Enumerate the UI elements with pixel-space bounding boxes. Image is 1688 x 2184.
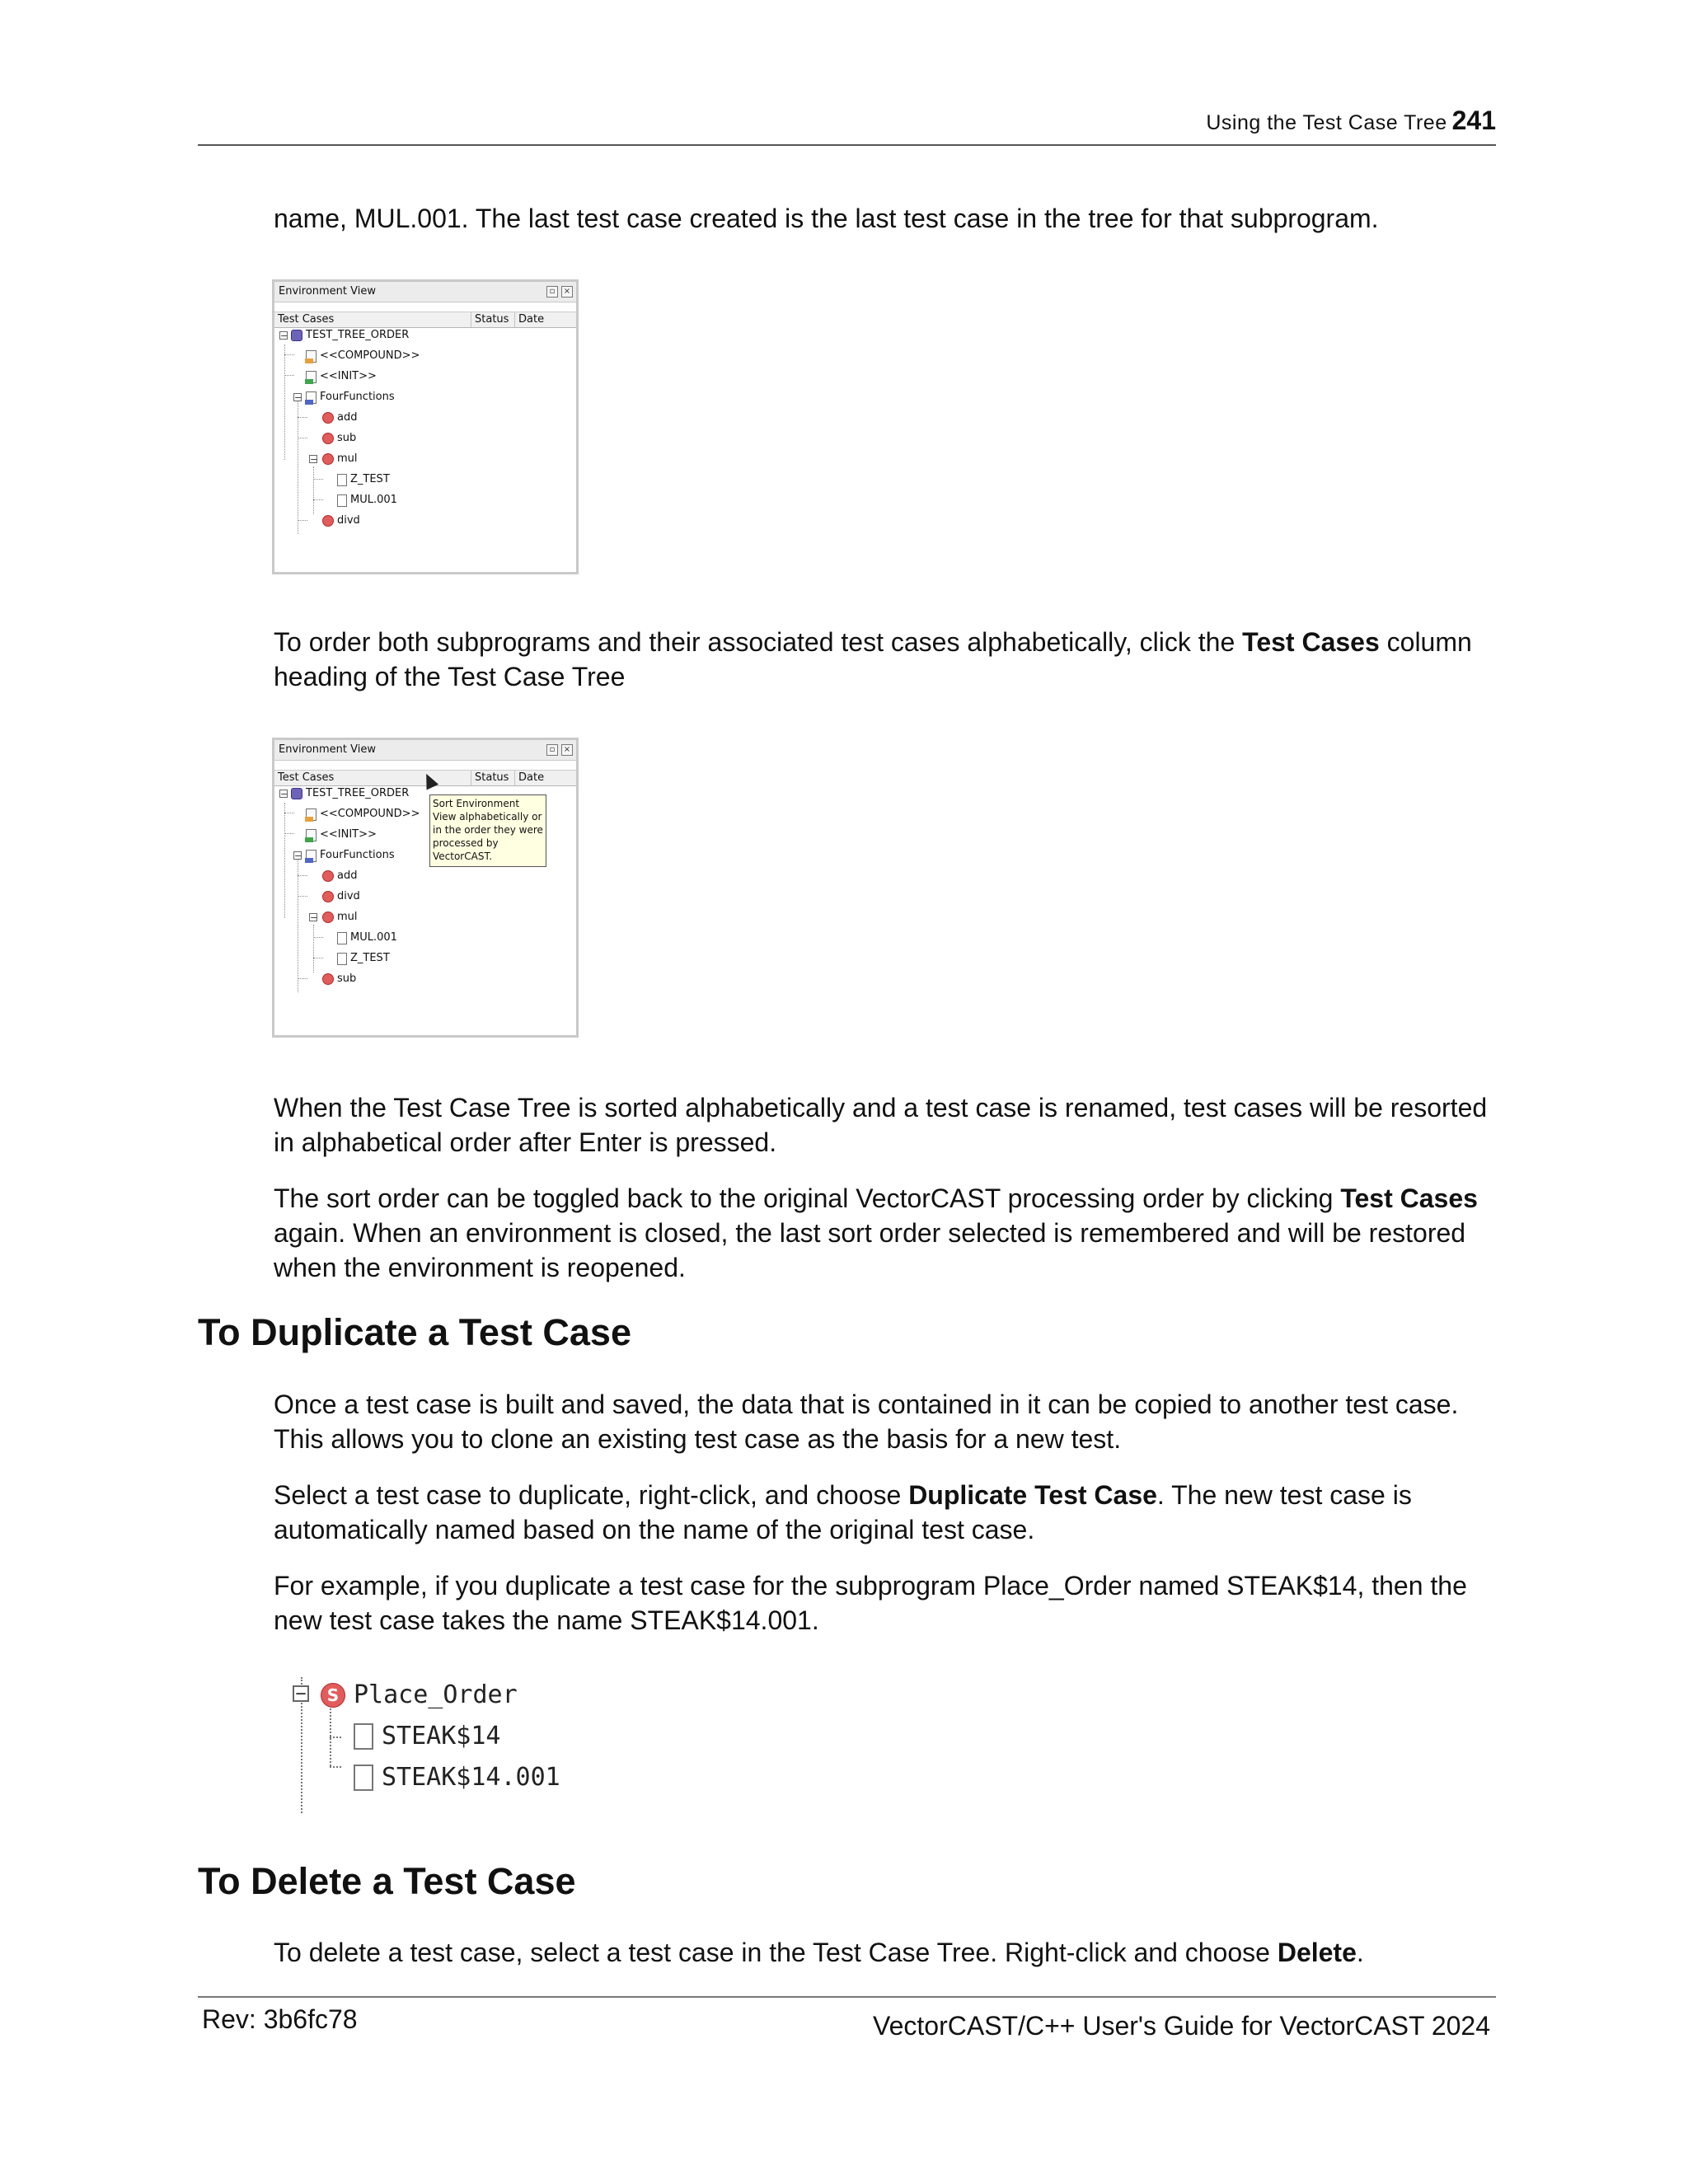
column-status[interactable]: Status — [471, 312, 516, 327]
tree-node-compound[interactable]: <<COMPOUND>> — [306, 346, 420, 366]
tree-node-environment[interactable]: TEST_TREE_ORDER — [291, 326, 409, 345]
tree-node-subprogram[interactable]: add — [322, 408, 357, 428]
tree-node-test-case[interactable]: STEAK$14.001 — [354, 1760, 560, 1796]
subprogram-icon — [322, 515, 334, 527]
paragraph-3: When the Test Case Tree is sorted alphabetically and a test case is renamed, test cases will be resorted in alphabetical order after Enter is pressed. — [274, 1093, 1488, 1157]
tree-node-subprogram[interactable]: divd — [322, 511, 360, 531]
column-date[interactable]: Date — [514, 312, 568, 327]
collapse-icon[interactable]: − — [310, 912, 318, 923]
subprogram-icon — [322, 870, 334, 882]
column-date[interactable]: Date — [514, 771, 568, 785]
paragraph-6: Select a test case to duplicate, right-click, and choose Duplicate Test Case. The new test case is automatically named based on the name of the original test case. — [274, 1480, 1412, 1544]
tree-node-test-case[interactable]: STEAK$14 — [354, 1718, 501, 1755]
unit-icon — [306, 391, 316, 404]
tree-node-init[interactable]: <<INIT>> — [306, 367, 377, 387]
panel-title: Environment View — [279, 743, 376, 756]
tree-node-subprogram[interactable]: add — [322, 866, 357, 886]
environment-view-panel-1 — [272, 279, 579, 574]
environment-icon — [291, 330, 302, 341]
paragraph-5: Once a test case is built and saved, the data that is contained in it can be copied to another test case. This allows you to clone an existing test case as the basis for a new test. — [274, 1390, 1459, 1454]
tree-node-init[interactable]: <<INIT>> — [306, 825, 377, 845]
paragraph-7: For example, if you duplicate a test case for the subprogram Place_Order named STEAK$14, then the new test case takes the name STEAK$14.001. — [274, 1571, 1467, 1635]
tree-node-subprogram[interactable]: sub — [322, 969, 356, 989]
tree-node-unit[interactable]: FourFunctions — [306, 846, 395, 865]
environment-view-panel-2 — [272, 738, 579, 1038]
tree-node-test-case[interactable]: Z_TEST — [337, 470, 390, 490]
heading-duplicate: To Duplicate a Test Case — [198, 1311, 631, 1353]
tree-node-test-case[interactable]: MUL.001 — [337, 928, 397, 948]
subprogram-icon: S — [321, 1683, 345, 1708]
header-rule — [198, 144, 1496, 146]
panel-title: Environment View — [279, 285, 376, 298]
collapse-icon[interactable]: − — [280, 789, 288, 799]
subprogram-icon — [322, 891, 334, 902]
unit-icon — [306, 850, 316, 862]
column-test-cases[interactable]: Test Cases — [278, 313, 335, 326]
tree-node-subprogram[interactable]: mul — [322, 449, 358, 469]
collapse-icon[interactable]: − — [294, 392, 302, 403]
compound-icon — [306, 808, 316, 821]
collapse-icon[interactable]: − — [280, 330, 288, 341]
subprogram-icon — [322, 412, 334, 424]
test-case-icon — [354, 1765, 373, 1791]
heading-delete: To Delete a Test Case — [198, 1860, 576, 1902]
paragraph-2: To order both subprograms and their associated test cases alphabetically, click the Test Cases column heading of the Test Case Tree — [274, 627, 1472, 691]
compound-icon — [306, 350, 316, 363]
test-case-icon — [337, 494, 347, 507]
place-order-tree — [284, 1677, 614, 1813]
subprogram-icon — [322, 973, 334, 985]
tree-node-test-case[interactable]: MUL.001 — [337, 490, 397, 510]
tree-node-subprogram[interactable]: divd — [322, 887, 360, 907]
test-case-icon — [337, 474, 347, 486]
column-status[interactable]: Status — [471, 771, 516, 785]
environment-icon — [291, 788, 302, 799]
close-icon[interactable]: × — [561, 286, 573, 298]
tree-node-environment[interactable]: TEST_TREE_ORDER — [291, 784, 409, 804]
footer-guide-title: VectorCAST/C++ User's Guide for VectorCAST 2024 — [873, 2011, 1490, 2041]
panel-title-bar — [274, 740, 576, 761]
tree-node-subprogram[interactable]: S Place_Order — [321, 1677, 518, 1713]
paragraph-1: name, MUL.001. The last test case created is the last test case in the tree for that subprogram. — [274, 204, 1379, 233]
sort-tooltip: Sort Environment View alphabetically or in the order they were processed by VectorCAST. — [429, 794, 546, 867]
collapse-icon[interactable]: − — [293, 1685, 309, 1702]
tree-node-compound[interactable]: <<COMPOUND>> — [306, 804, 420, 824]
running-header — [1206, 105, 1496, 136]
subprogram-icon — [322, 433, 334, 444]
float-icon[interactable]: ▫ — [546, 286, 558, 298]
footer-revision: Rev: 3b6fc78 — [202, 2004, 358, 2034]
running-header-title: Using the Test Case Tree — [1206, 111, 1447, 134]
paragraph-8: To delete a test case, select a test case in the Test Case Tree. Right-click and choose Delete. — [274, 1938, 1364, 1967]
panel-title-bar — [274, 282, 576, 302]
init-icon — [306, 371, 316, 383]
tree-node-test-case[interactable]: Z_TEST — [337, 949, 390, 968]
close-icon[interactable]: × — [561, 744, 573, 756]
paragraph-4: The sort order can be toggled back to the original VectorCAST processing order by clicking Test Cases again. When an environment is closed, the last sort order selected is remembered and will be restored when the environment is reopened. — [274, 1183, 1478, 1282]
subprogram-icon — [322, 453, 334, 465]
test-case-icon — [354, 1723, 373, 1750]
tree-node-unit[interactable]: FourFunctions — [306, 387, 395, 407]
page-number: 241 — [1451, 105, 1496, 135]
tree-node-subprogram[interactable]: mul — [322, 907, 358, 927]
footer-rule — [198, 1996, 1496, 1998]
test-case-icon — [337, 953, 347, 965]
float-icon[interactable]: ▫ — [546, 744, 558, 756]
subprogram-icon — [322, 912, 334, 923]
collapse-icon[interactable]: − — [294, 851, 302, 861]
collapse-icon[interactable]: − — [310, 454, 318, 465]
column-test-cases[interactable]: Test Cases — [278, 771, 335, 784]
test-case-icon — [337, 932, 347, 944]
init-icon — [306, 829, 316, 841]
tree-node-subprogram[interactable]: sub — [322, 429, 356, 448]
